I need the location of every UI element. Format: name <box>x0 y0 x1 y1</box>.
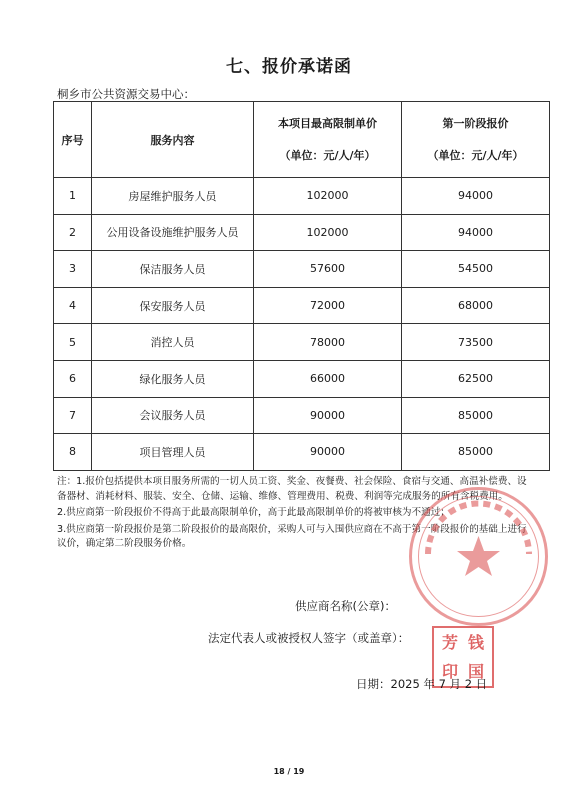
note-2: 2.供应商第一阶段报价不得高于此最高限制单价，高于此最高限制单价的将被审核为不通过； <box>57 507 450 519</box>
cell-no: 7 <box>54 397 92 434</box>
cell-quote: 85000 <box>402 397 550 434</box>
cell-quote: 94000 <box>402 178 550 215</box>
cell-no: 3 <box>54 251 92 288</box>
cell-quote: 62500 <box>402 360 550 397</box>
stamp-char: 芳 <box>441 632 458 652</box>
table-row <box>54 287 550 324</box>
header-quote-unit: （单位：元/人/年） <box>427 148 524 162</box>
cell-service: 保洁服务人员 <box>92 251 254 288</box>
table-header-row <box>54 102 550 178</box>
quote-table <box>53 101 550 471</box>
table-row <box>54 324 550 361</box>
representative-signature-label: 法定代表人或被授权人签字（或盖章）： <box>208 631 410 645</box>
header-max-price-title: 本项目最高限制单价 <box>278 116 377 130</box>
cell-no: 8 <box>54 434 92 471</box>
cell-quote: 73500 <box>402 324 550 361</box>
stamp-char: 国 <box>467 661 484 681</box>
table-row <box>54 434 550 471</box>
table-row <box>54 214 550 251</box>
cell-max-price: 72000 <box>254 287 402 324</box>
note-1: 注：1.报价包括提供本项目服务所需的一切人员工资、奖金、夜餐费、社会保险、食宿与交通、高温补偿费、设备器材、消耗材料、服装、安全、仓储、运输、维修、管理费用、税费、利润等完成服务的所有含税费用。 <box>57 476 527 502</box>
header-quote <box>402 102 550 178</box>
table-row <box>54 360 550 397</box>
cell-max-price: 102000 <box>254 214 402 251</box>
cell-max-price: 66000 <box>254 360 402 397</box>
stamp-char: 钱 <box>467 632 484 652</box>
signature-date: 日期：2025 年 7 月 2 日 <box>356 677 488 691</box>
table-row <box>54 251 550 288</box>
cell-quote: 68000 <box>402 287 550 324</box>
cell-service: 公用设备设施维护服务人员 <box>92 214 254 251</box>
cell-max-price: 90000 <box>254 397 402 434</box>
cell-no: 6 <box>54 360 92 397</box>
document-title: 七、报价承诺函 <box>226 57 352 77</box>
cell-max-price: 102000 <box>254 178 402 215</box>
cell-no: 5 <box>54 324 92 361</box>
table-row <box>54 397 550 434</box>
cell-no: 2 <box>54 214 92 251</box>
cell-service: 项目管理人员 <box>92 434 254 471</box>
cell-service: 绿化服务人员 <box>92 360 254 397</box>
page-number: 18 / 19 <box>273 767 305 776</box>
cell-no: 1 <box>54 178 92 215</box>
header-max-price <box>254 102 402 178</box>
stamp-char: 印 <box>441 661 458 681</box>
header-no: 序号 <box>54 102 92 178</box>
cell-no: 4 <box>54 287 92 324</box>
cell-service: 消控人员 <box>92 324 254 361</box>
cell-service: 保安服务人员 <box>92 287 254 324</box>
company-seal-icon <box>406 484 551 629</box>
recipient-line: 桐乡市公共资源交易中心： <box>57 87 195 101</box>
header-service: 服务内容 <box>92 102 254 178</box>
cell-quote: 85000 <box>402 434 550 471</box>
cell-max-price: 90000 <box>254 434 402 471</box>
note-3: 3.供应商第一阶段报价是第二阶段报价的最高限价，采购人可与入围供应商在不高于第一阶段报价的基础上进行议价，确定第二阶段服务价格。 <box>57 523 527 550</box>
cell-quote: 94000 <box>402 214 550 251</box>
table-row <box>54 178 550 215</box>
header-quote-title: 第一阶段报价 <box>442 116 509 130</box>
cell-service: 会议服务人员 <box>92 397 254 434</box>
cell-service: 房屋维护服务人员 <box>92 178 254 215</box>
supplier-name-label: 供应商名称(公章)： <box>295 599 396 613</box>
cell-max-price: 78000 <box>254 324 402 361</box>
cell-max-price: 57600 <box>254 251 402 288</box>
header-max-price-unit: （单位：元/人/年） <box>279 148 376 162</box>
cell-quote: 54500 <box>402 251 550 288</box>
